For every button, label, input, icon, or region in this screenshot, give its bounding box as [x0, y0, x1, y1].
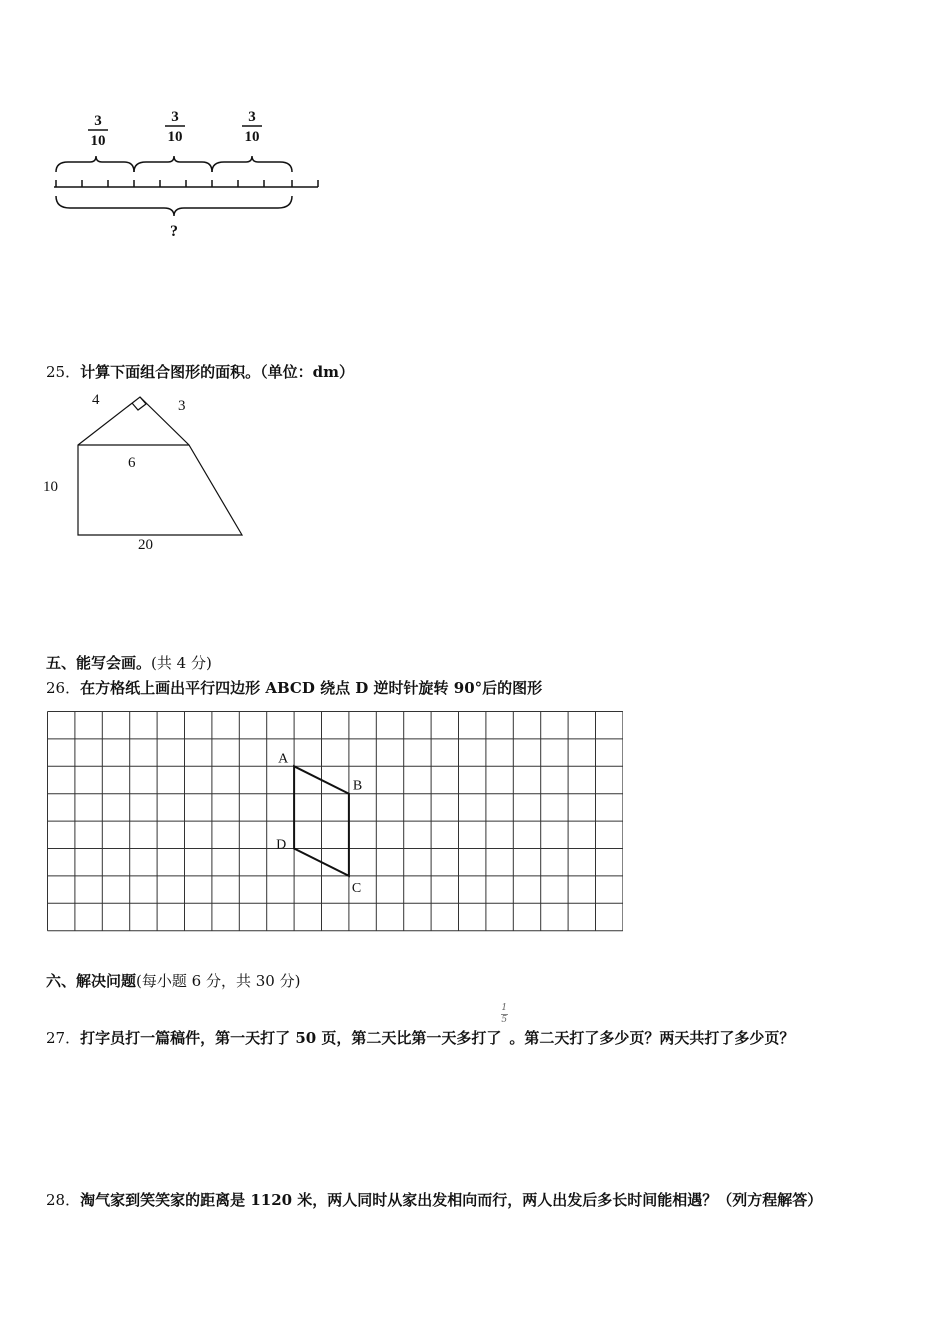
grid-paper: [47, 711, 623, 935]
vertex-label-a: A: [278, 751, 289, 767]
question-28-text: 淘气家到笑笑家的距离是 1120 米，两人同时从家出发相向而行，两人出发后多长时间能相遇？（列方程解答）: [80, 1191, 823, 1209]
question-27-fraction: [501, 1003, 509, 1043]
fraction-2-denominator: 10: [167, 129, 183, 145]
question-27-number: 27．: [46, 1029, 81, 1047]
label-bottom: 20: [138, 537, 153, 553]
upper-brace-3: [212, 156, 292, 172]
right-angle-mark: [132, 397, 146, 410]
question-25-text: 计算下面组合图形的面积。（单位：dm）: [80, 363, 354, 381]
section-5-heading: [46, 652, 212, 673]
fraction-1-denominator: 10: [90, 133, 106, 149]
section-5-title: 五、能写会画。: [46, 654, 152, 672]
question-28-number: 28．: [46, 1191, 81, 1209]
question-27-fraction-denominator: 5: [501, 1015, 508, 1025]
label-right-slant: 3: [178, 398, 186, 414]
number-line-figure: [40, 100, 340, 250]
question-mark: ?: [170, 223, 178, 240]
figure-outline: [78, 397, 242, 535]
question-26-text: 在方格纸上画出平行四边形 ABCD 绕点 D 逆时针旋转 90°后的图形: [80, 679, 543, 697]
section-6-points: (每小题 6 分，共 30 分): [136, 972, 301, 990]
vertex-label-b: B: [352, 778, 363, 794]
grid-lines: [48, 712, 623, 931]
vertex-label-d: D: [276, 837, 287, 853]
question-27-text-after: 。第二天打了多少页？两天共打了多少页？: [509, 1029, 795, 1047]
fraction-1-numerator: 3: [94, 113, 102, 129]
number-line-ticks: [56, 180, 318, 187]
label-height: 10: [43, 479, 58, 495]
section-6-heading: [46, 970, 300, 991]
vertex-label-c: C: [351, 880, 362, 896]
question-26: [46, 677, 542, 698]
section-5-points: (共 4 分): [151, 654, 212, 672]
question-27-text-before: 打字员打一篇稿件，第一天打了 50 页，第二天比第一天多打了: [80, 1029, 502, 1047]
fraction-3-numerator: 3: [248, 109, 256, 125]
label-left-slant: 4: [92, 392, 100, 408]
question-25-number: 25．: [46, 363, 81, 381]
question-25: [46, 361, 354, 382]
composite-figure: [30, 385, 260, 560]
upper-brace-2: [134, 156, 212, 172]
upper-brace-1: [56, 156, 134, 172]
fraction-2-numerator: 3: [171, 109, 179, 125]
fraction-3-denominator: 10: [244, 129, 260, 145]
question-28: [46, 1189, 822, 1210]
question-27: [46, 1003, 795, 1048]
question-27-fraction-numerator: 1: [501, 1003, 508, 1013]
label-inner-base: 6: [128, 455, 136, 471]
question-26-number: 26．: [46, 679, 81, 697]
lower-brace: [56, 196, 292, 216]
section-6-title: 六、解决问题: [46, 972, 137, 990]
